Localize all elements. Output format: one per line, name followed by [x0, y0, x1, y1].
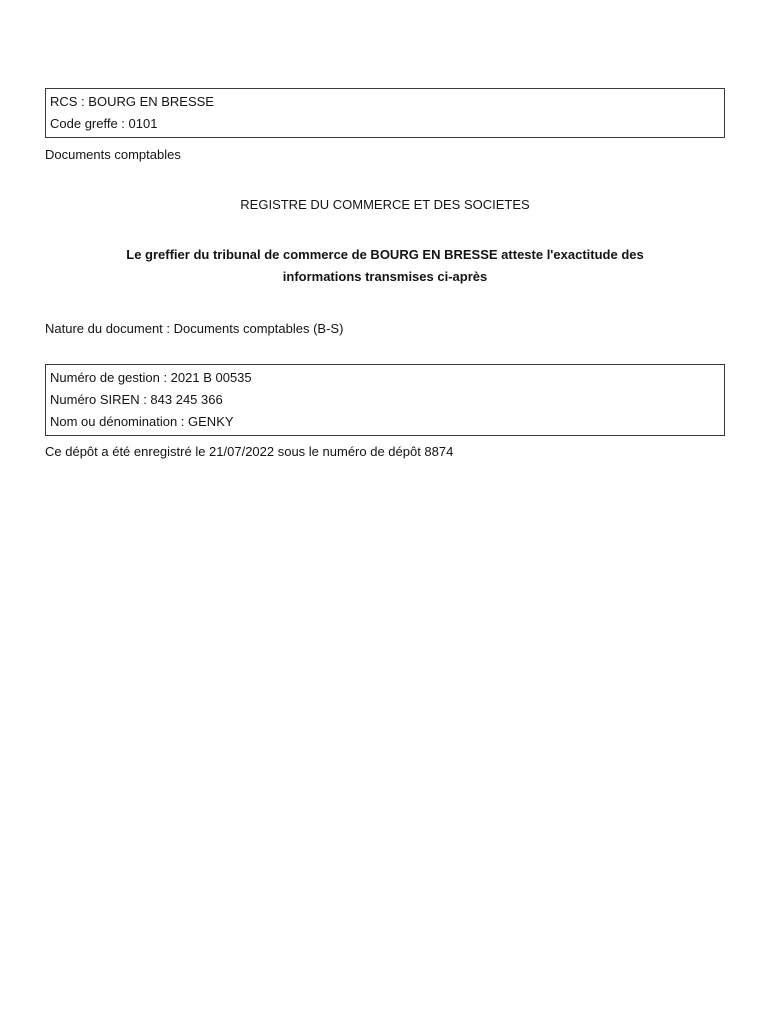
siren-number: Numéro SIREN : 843 245 366 — [50, 392, 223, 407]
company-info-box — [45, 364, 725, 436]
gestion-number: Numéro de gestion : 2021 B 00535 — [50, 370, 252, 385]
rcs-line: RCS : BOURG EN BRESSE — [50, 94, 214, 109]
registry-header-box — [45, 88, 725, 138]
document-nature: Nature du document : Documents comptables (B-S) — [45, 321, 344, 336]
attestation-line-2: informations transmises ci-après — [282, 269, 488, 284]
registry-title: REGISTRE DU COMMERCE ET DES SOCIETES — [240, 197, 530, 212]
document-type-label: Documents comptables — [45, 147, 181, 162]
attestation-statement — [60, 244, 710, 288]
attestation-line-1: Le greffier du tribunal de commerce de BOURG EN BRESSE atteste l'exactitude des — [126, 247, 644, 262]
company-name: Nom ou dénomination : GENKY — [50, 414, 234, 429]
code-greffe-line: Code greffe : 0101 — [50, 116, 158, 131]
deposit-statement: Ce dépôt a été enregistré le 21/07/2022 sous le numéro de dépôt 8874 — [45, 444, 454, 459]
